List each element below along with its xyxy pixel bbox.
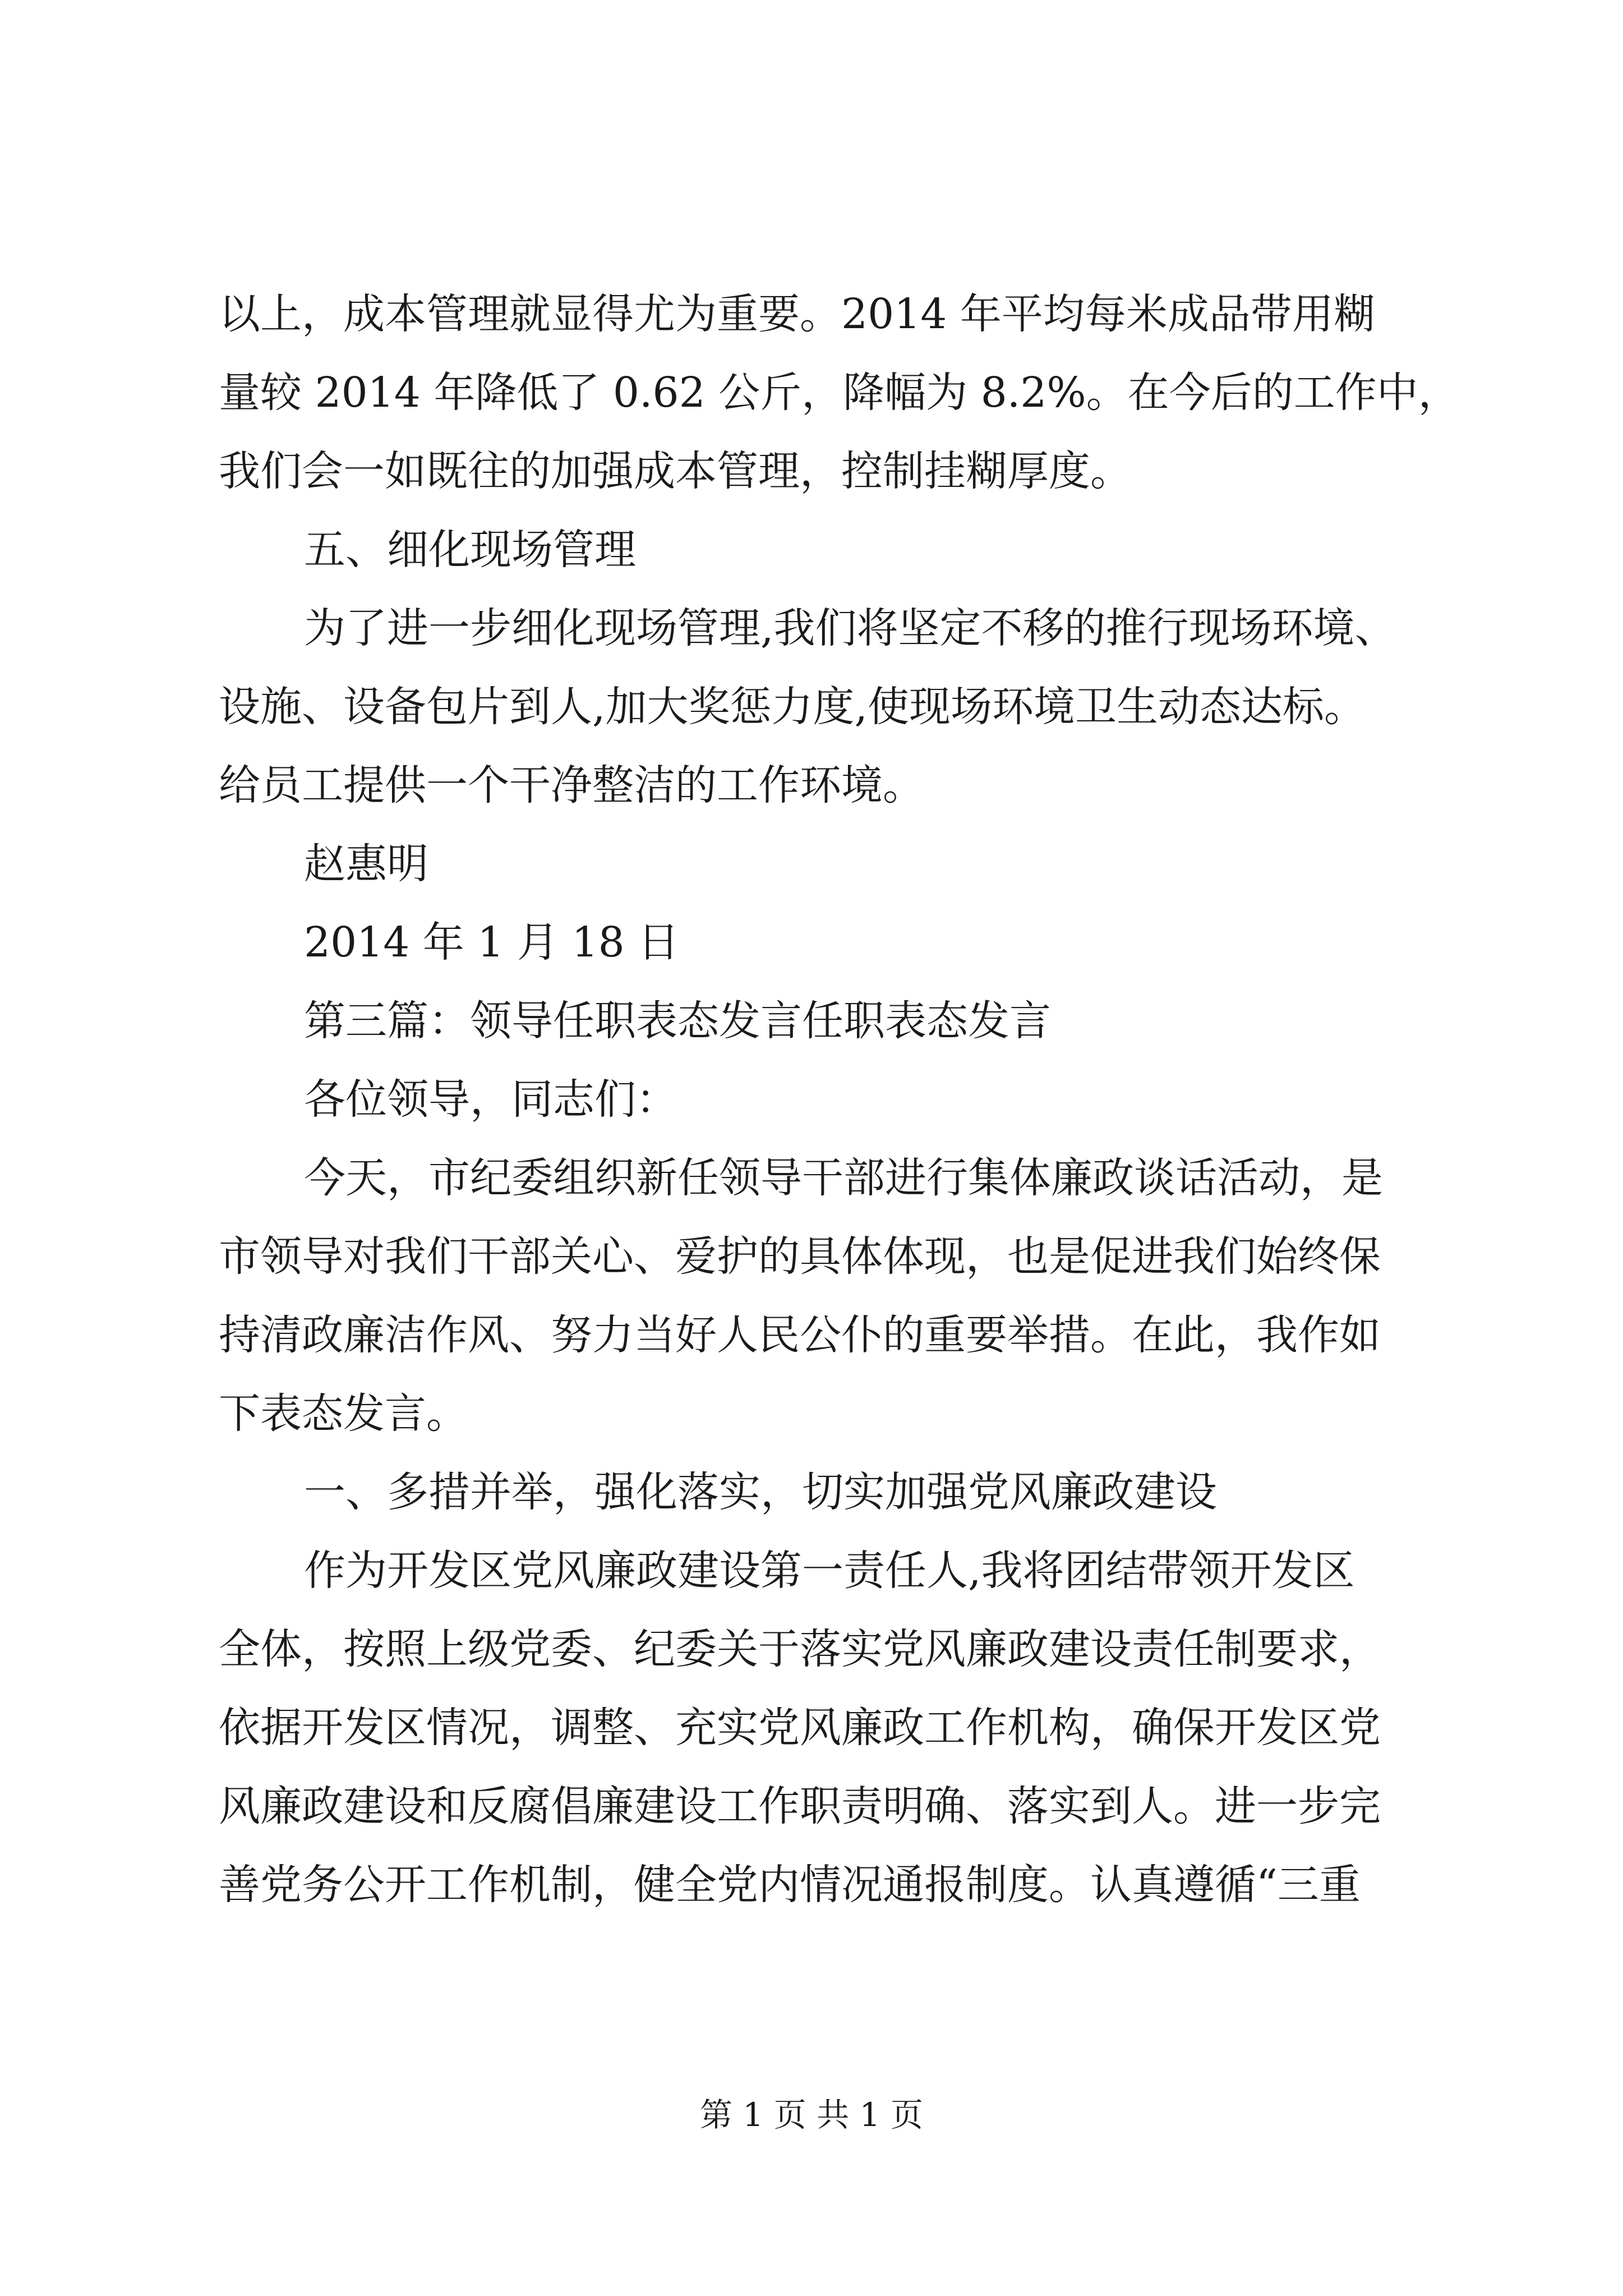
paragraph-line: 设施、设备包片到人,加大奖惩力度,使现场环境卫生动态达标。 — [219, 683, 1366, 731]
paragraph-line: 风廉政建设和反腐倡廉建设工作职责明确、落实到人。进一步完 — [219, 1782, 1381, 1830]
paragraph-line: 量较 2014 年降低了 0.62 公斤，降幅为 8.2%。在今后的工作中， — [219, 369, 1460, 417]
paragraph-line: 作为开发区党风廉政建设第一责任人,我将团结带领开发区 — [304, 1547, 1355, 1595]
section-heading: 一、多措并举，强化落实，切实加强党风廉政建设 — [304, 1468, 1217, 1516]
signature-date: 2014 年 1 月 18 日 — [304, 918, 680, 967]
paragraph-line: 给员工提供一个干净整洁的工作环境。 — [219, 761, 924, 809]
salutation: 各位领导，同志们： — [304, 1075, 677, 1124]
paragraph-line: 善党务公开工作机制，健全党内情况通报制度。认真遵循“三重 — [219, 1861, 1361, 1909]
paragraph-line: 下表态发言。 — [219, 1389, 468, 1438]
page-footer: 第 1 页 共 1 页 — [700, 2096, 923, 2134]
paragraph-line: 我们会一如既往的加强成本管理，控制挂糊厚度。 — [219, 447, 1132, 495]
paragraph-line: 持清政廉洁作风、努力当好人民公仆的重要举措。在此，我作如 — [219, 1311, 1381, 1359]
paragraph-line: 市领导对我们干部关心、爱护的具体体现，也是促进我们始终保 — [219, 1232, 1381, 1281]
paragraph-line: 为了进一步细化现场管理,我们将坚定不移的推行现场环境、 — [304, 604, 1396, 652]
paragraph-line: 依据开发区情况，调整、充实党风廉政工作机构，确保开发区党 — [219, 1704, 1381, 1752]
chapter-title: 第三篇：领导任职表态发言任职表态发言 — [304, 997, 1051, 1045]
paragraph-line: 今天，市纪委组织新任领导干部进行集体廉政谈话活动，是 — [304, 1154, 1383, 1202]
signature-name: 赵惠明 — [304, 840, 428, 888]
paragraph-line: 以上，成本管理就显得尤为重要。2014 年平均每米成品带用糊 — [219, 290, 1375, 338]
section-heading: 五、细化现场管理 — [304, 526, 636, 574]
paragraph-line: 全体，按照上级党委、纪委关于落实党风廉政建设责任制要求， — [219, 1625, 1381, 1673]
